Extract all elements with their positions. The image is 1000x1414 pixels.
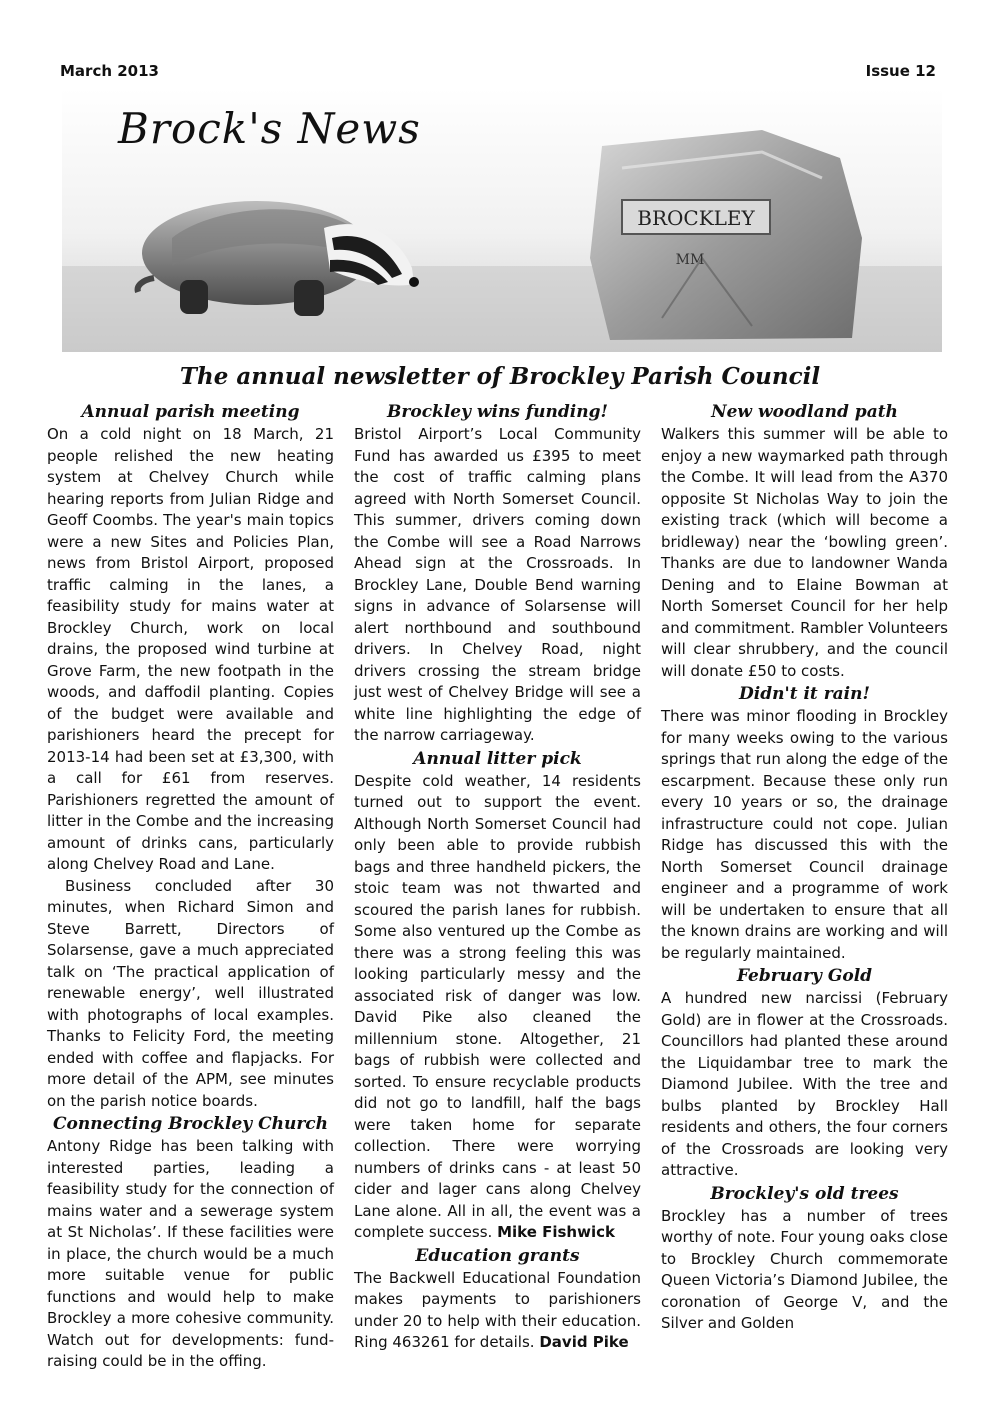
article-paragraph: Antony Ridge has been talking with interested parties, leading a feasibility study for the connection of mains water and a sewerage system at St Nicholas’. If these facilities were in place, the church would be a much more suitable venue for public functions and would help to make Brockley a more cohesive community. Watch out for developments: fund-raising could be in the offing.	[47, 1137, 334, 1370]
brockley-stone	[590, 130, 862, 340]
heading-connecting-church: Connecting Brockley Church	[52, 1114, 328, 1134]
heading-woodland-path: New woodland path	[711, 402, 898, 422]
heading-february-gold: February Gold	[736, 966, 873, 986]
sign-text: BROCKLEY	[637, 206, 755, 230]
column-3	[661, 400, 948, 1335]
issue-number: Issue 12	[865, 62, 936, 80]
sign-mark: MM	[675, 252, 705, 268]
article-paragraph	[354, 1268, 641, 1354]
article-paragraph: Business concluded after 30 minutes, when Richard Simon and Steve Barrett, Directors of Solarsense, gave a much appreciated talk on ‘The practical application of renewable energy’, well illustrated with photographs of local examples. Thanks to Felicity Ford, the meeting ended with coffee and flapjacks. For more detail of the APM, see minutes on the parish notice boards.	[47, 876, 334, 1110]
heading-didnt-it-rain: Didn't it rain!	[739, 684, 870, 704]
heading-litter-pick: Annual litter pick	[413, 748, 582, 769]
article-paragraph: There was minor flooding in Brockley for many weeks owing to the various springs that run along the edge of the escarpment. Because these only run every 10 years or so, the drainage infrastructure could not cope. Julian Ridge has discussed this with the North Somerset Council drainage engineer and a programme of work will be undertaken to ensure that all the known drains are working and will be regularly maintained.	[661, 707, 948, 962]
article-paragraph	[354, 771, 641, 1244]
column-2	[354, 400, 641, 1354]
heading-education-grants: Education grants	[415, 1245, 580, 1266]
article-paragraph: Bristol Airport’s Local Community Fund has awarded us £395 to meet the cost of traffic calming plans agreed with North Somerset Council. This summer, drivers coming down the Combe will see a Road Narrows Ahead sign at the Crossroads. In Brockley Lane, Double Bend warning signs in advance of Solarsense will alert northbound and southbound drivers. In Chelvey Road, night drivers crossing the stream bridge just west of Chelvey Bridge will see a white line highlighting the edge of the narrow carriageway.	[354, 425, 641, 744]
issue-date: March 2013	[60, 62, 159, 80]
article-paragraph: On a cold night on 18 March, 21 people relished the new heating system at Chelvey Church while hearing reports from Julian Ridge and Geoff Coombs. The year's main topics were a new Sites and Policies Plan, news from Bristol Airport, proposed traffic calming in the lanes, a feasibility study for mains water at Brockley Church, work on local drains, the proposed wind turbine at Grove Farm, the new footpath in the woods, and daffodil planting. Copies of the budget were available and parishioners heard the precept for 2013-14 had been set at £3,300, with a call for £61 from reserves. Parishioners regretted the amount of litter in the Combe and the increasing amount of drinks cans, particularly along Chelvey Road and Lane.	[47, 425, 334, 873]
heading-annual-parish-meeting: Annual parish meeting	[81, 402, 300, 422]
heading-old-trees: Brockley's old trees	[710, 1183, 899, 1204]
masthead-title: Brock's News	[118, 104, 421, 153]
article-paragraph: Brockley has a number of trees worthy of note. Four young oaks close to Brockley Church commemorate Queen Victoria’s Diamond Jubilee, the coronation of George V, and the Silver and Golden	[661, 1206, 948, 1332]
column-1	[47, 400, 334, 1373]
author-credit: Mike Fishwick	[497, 1223, 615, 1241]
author-credit: David Pike	[539, 1333, 629, 1351]
article-paragraph: A hundred new narcissi (February Gold) are in flower at the Crossroads. Councillors had planted these around the Liquidambar tree to mark the Diamond Jubilee. With the tree and bulbs planted by Brockley Hall residents and others, the four corners of the Crossroads are looking very attractive.	[661, 989, 948, 1179]
article-text: The Backwell Educational Foundation makes payments to parishioners under 20 to help with their education. Ring 463261 for details.	[354, 1268, 641, 1351]
heading-wins-funding: Brockley wins funding!	[387, 402, 608, 422]
newsletter-subtitle: The annual newsletter of Brockley Parish Council	[179, 363, 821, 390]
article-paragraph: Walkers this summer will be able to enjoy a new waymarked path through the Combe. It will lead from the A370 opposite St Nicholas Way to join the existing track (which will become a bridleway) near the ‘bowling green’. Thanks are due to landowner Wanda Dening and to Elaine Bowman at North Somerset Council for her help and commitment. Rambler Volunteers will clear shrubbery, and the council will donate £50 to costs.	[661, 425, 948, 680]
article-text: Despite cold weather, 14 residents turned out to support the event. Although North Somerset Council had only been able to provide rubbish bags and three handheld pickers, the stoic team was not thwarted and scoured the parish lanes for rubbish. Some also ventured up the Combe as there was a strong feeling this was looking particularly messy and the associated risk of danger was low. David Pike also cleaned the millennium stone. Altogether, 21 bags of rubbish were collected and sorted. To ensure recyclable products did not go to landfill, half the bags were taken home for separate collection. There were worrying numbers of drinks cans - at least 50 cider and lager cans along Chelvey Lane alone. All in all, the event was a complete success.	[354, 771, 641, 1241]
